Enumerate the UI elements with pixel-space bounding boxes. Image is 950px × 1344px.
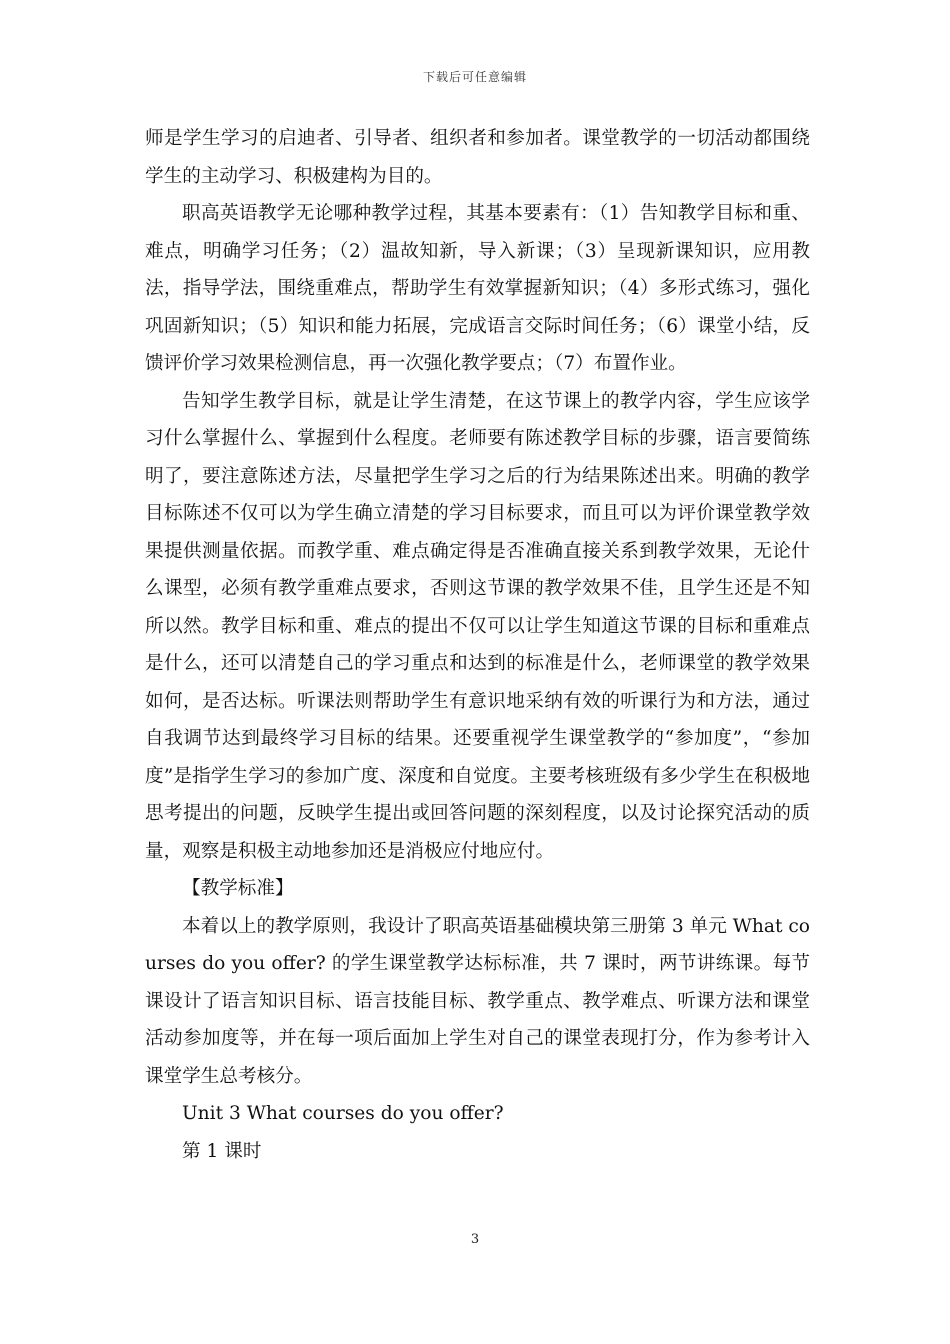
paragraph-2: 职高英语教学无论哪种教学过程，其基本要素有：（1）告知教学目标和重、难点，明确学习任务；（2）温故知新，导入新课；（3）呈现新课知识，应用教法，指导学法，围绕重难点，帮助学生有效掌握新知识；（4）多形式练习，强化巩固新知识；（5）知识和能力拓展，完成语言交际时间任务；（6）课堂小结，反馈评价学习效果检测信息，再一次强化教学要点；（7）布置作业。 [145, 203, 810, 374]
paragraph-3: 告知学生教学目标，就是让学生清楚，在这节课上的教学内容，学生应该学习什么掌握什么、掌握到什么程度。老师要有陈述教学目标的步骤，语言要简练明了，要注意陈述方法，尽量把学生学习之后的行为结果陈述出来。明确的教学目标陈述不仅可以为学生确立清楚的学习目标要求，而且可以为评价课堂教学效果提供测量依据。而教学重、难点确定得是否准确直接关系到教学效果，无论什么课型，必须有教学重难点要求，否则这节课的教学效果不佳，且学生还是不知所以然。教学目标和重、难点的提出不仅可以让学生知道这节课的目标和重难点是什么，还可以清楚自己的学习重点和达到的标准是什么，老师课堂的教学效果如何，是否达标。听课法则帮助学生有意识地采纳有效的听课行为和方法，通过自我调节达到最终学习目标的结果。还要重视学生课堂教学的“参加度”，“参加度”是指学生学习的参加广度、深度和自觉度。主要考核班级有多少学生在积极地思考提出的问题，反映学生提出或回答问题的深刻程度，以及讨论探究活动的质量，观察是积极主动地参加还是消极应付地应付。 [145, 390, 810, 862]
page-header: 下载后可任意编辑 [422, 70, 527, 84]
unit-title: Unit 3 What courses do you offer? [182, 1103, 504, 1124]
paragraph-1: 师是学生学习的启迪者、引导者、组织者和参加者。课堂教学的一切活动都围绕学生的主动学习、积极建构为目的。 [145, 128, 810, 187]
section-heading: 【教学标准】 [182, 878, 294, 899]
paragraph-4: 本着以上的教学原则，我设计了职高英语基础模块第三册第 3 单元 What courses do you offer? 的学生课堂教学达标标准，共 7 课时，两节讲练课。每节课设计了语言知识目标、语言技能目标、教学重点、教学难点、听课方法和课堂活动参加度等，并在每一项后面加上学生对自己的课堂表现打分，作为参考计入课堂学生总考核分。 [145, 915, 810, 1087]
lesson-label: 第 1 课时 [182, 1140, 262, 1162]
document-body [145, 120, 810, 1170]
page-number: 3 [470, 1232, 480, 1247]
